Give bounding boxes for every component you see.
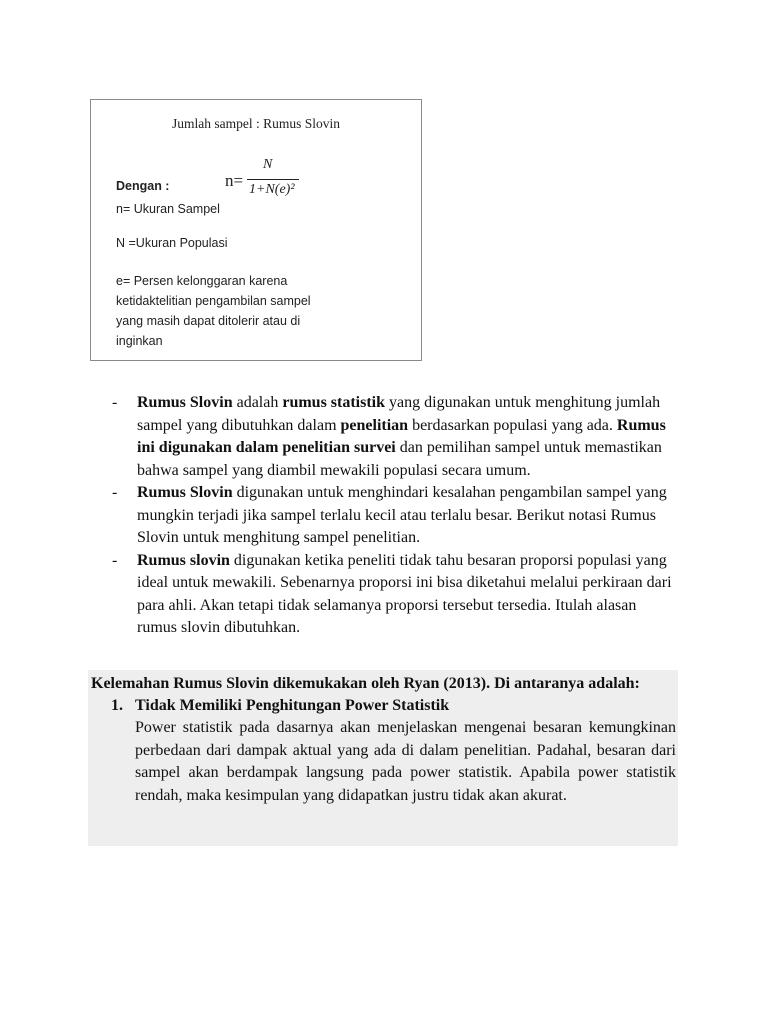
- dengan-label: Dengan :: [116, 179, 170, 193]
- definition-e-line4: inginkan: [116, 334, 163, 348]
- bullet-item: [112, 392, 672, 482]
- bullet-item: [112, 482, 672, 550]
- fraction-bar: [247, 179, 299, 180]
- text-run: digunakan untuk menghindari kesalahan pengambilan sampel yang mungkin terjadi jika sampel terlalu kecil atau terlalu besar. Berikut notasi Rumus Slovin untuk menghitung sampel penelitian.: [137, 484, 667, 546]
- kelemahan-heading: Kelemahan Rumus Slovin dikemukakan oleh Ryan (2013). Di antaranya adalah:: [91, 675, 640, 692]
- bullet-dash: -: [112, 394, 118, 411]
- bullet-dash: -: [112, 484, 118, 501]
- definition-n: n= Ukuran Sampel: [116, 202, 220, 216]
- bold-run: Rumus ini digunakan dalam penelitian survei: [137, 416, 666, 456]
- bullet-item: [112, 550, 672, 640]
- text-run: berdasarkan populasi yang ada.: [408, 416, 617, 434]
- formula-lhs: n=: [225, 171, 244, 190]
- bold-run: Rumus Slovin: [137, 484, 233, 501]
- kelemahan-item: [91, 695, 676, 807]
- bold-run: rumus statistik: [282, 394, 386, 411]
- definition-e-line3: yang masih dapat ditolerir atau di: [116, 314, 301, 328]
- formula-denominator: 1+N(e)²: [249, 182, 295, 197]
- definition-N: N =Ukuran Populasi: [116, 236, 228, 250]
- figure-title: Jumlah sampel : Rumus Slovin: [171, 116, 340, 131]
- kelemahan-section: [88, 670, 678, 846]
- text-run: dan pemilihan sampel untuk memastikan bahwa sampel yang diambil mewakili populasi secara umum.: [137, 439, 662, 479]
- item-title: Tidak Memiliki Penghitungan Power Statistik: [135, 697, 450, 714]
- slovin-formula-figure: [90, 99, 422, 361]
- definition-e-line2: ketidaktelitian pengambilan sampel: [116, 294, 311, 308]
- item-body: Power statistik pada dasarnya akan menjelaskan mengenai besaran kemungkinan perbedaan dari dampak aktual yang ada di dalam penelitian. Padahal, besaran dari sampel akan berdampak langsung pada power statistik. Apabila power statistik rendah, maka kesimpulan yang didapatkan justru tidak akan akurat.: [135, 719, 676, 804]
- bullet-list: [112, 392, 672, 640]
- bullet-dash: -: [112, 551, 118, 569]
- text-run: digunakan ketika peneliti tidak tahu besaran proporsi populasi yang ideal untuk mewakili. Sebenarnya proporsi ini bisa diketahui melalui perkiraan dari para ahli. Akan tetapi tidak selamanya proporsi tersebut tersedia. Itulah alasan rumus slovin dibutuhkan.: [137, 551, 672, 636]
- text-run: adalah: [232, 394, 283, 411]
- item-number: 1.: [111, 697, 123, 714]
- slovin-formula: [225, 157, 315, 203]
- bold-run: Rumus slovin: [137, 551, 230, 569]
- formula-numerator: N: [263, 157, 273, 172]
- bold-run: penelitian: [340, 416, 409, 434]
- bold-run: Rumus Slovin: [137, 394, 233, 411]
- definition-e-line1: e= Persen kelonggaran karena: [116, 274, 288, 288]
- text-run: yang digunakan untuk menghitung jumlah sampel yang dibutuhkan dalam: [137, 394, 661, 434]
